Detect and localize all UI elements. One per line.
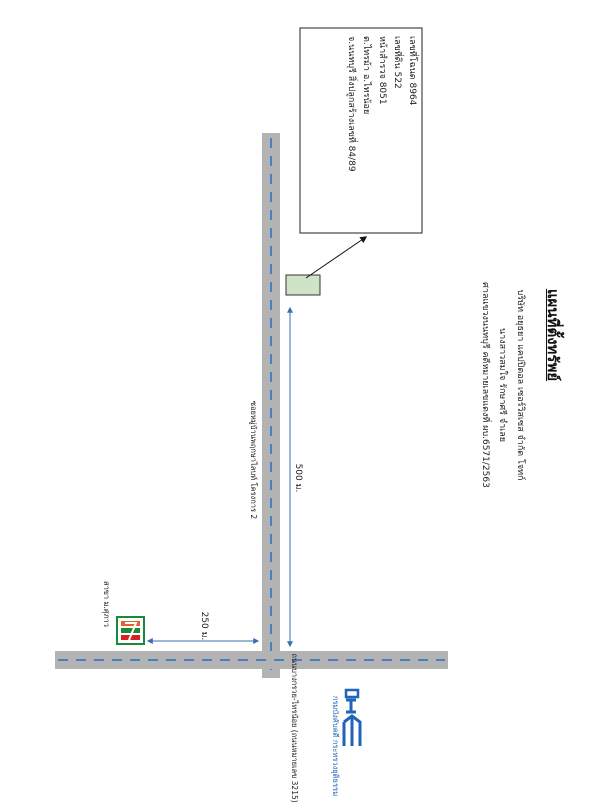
main-road (55, 651, 448, 669)
header-line-court: ศาลแขวงนนทบุรี คดีหมายเลขแดงที่ ผบ.6571/2563 (480, 282, 490, 488)
callout-arrow (306, 237, 366, 278)
department-logo-icon (344, 690, 360, 746)
main-road-label: ถนนบางกรวย-ไทรน้อย (ถนนหมายเลข 3215) (290, 653, 299, 803)
header-line-defendant: นางสาวสมใจ รักษาศรี จำเลย (497, 327, 507, 443)
logo-caption: กรมบังคับคดี กระทรวงยุติธรรม (331, 695, 340, 797)
address-line-land: เลขที่ดิน 522 (392, 36, 402, 89)
soi-road (262, 133, 280, 678)
address-line-deed: เลขที่โฉนด 8964 (407, 36, 417, 106)
address-line-survey: หน้าสำรวจ 8051 (377, 36, 387, 105)
distance-label-main: 500 ม. (293, 463, 303, 493)
convenience-store-icon (117, 617, 144, 644)
property-plot (286, 275, 320, 295)
store-label: สาขา ม.ศุภาว (102, 581, 111, 627)
address-line-province: จ.นนทบุรี สิ่งปลูกสร้างเลขที่ 84/89 (346, 36, 356, 172)
address-line-district: ต.ไทรม้า อ.ไทรน้อย (361, 36, 371, 115)
map-title: แผนที่ตั้งทรัพย์ (544, 288, 562, 382)
distance-label-store: 250 ม. (199, 611, 209, 641)
header-line-plaintiff: บริษัท อยุธยา แคปปิตอล เซอร์วิสเซส จำกัด โจทก์ (515, 289, 525, 481)
soi-label: ซอยหมู่บ้านพฤกษาไลบท์ โครงการ 2 (249, 400, 258, 520)
